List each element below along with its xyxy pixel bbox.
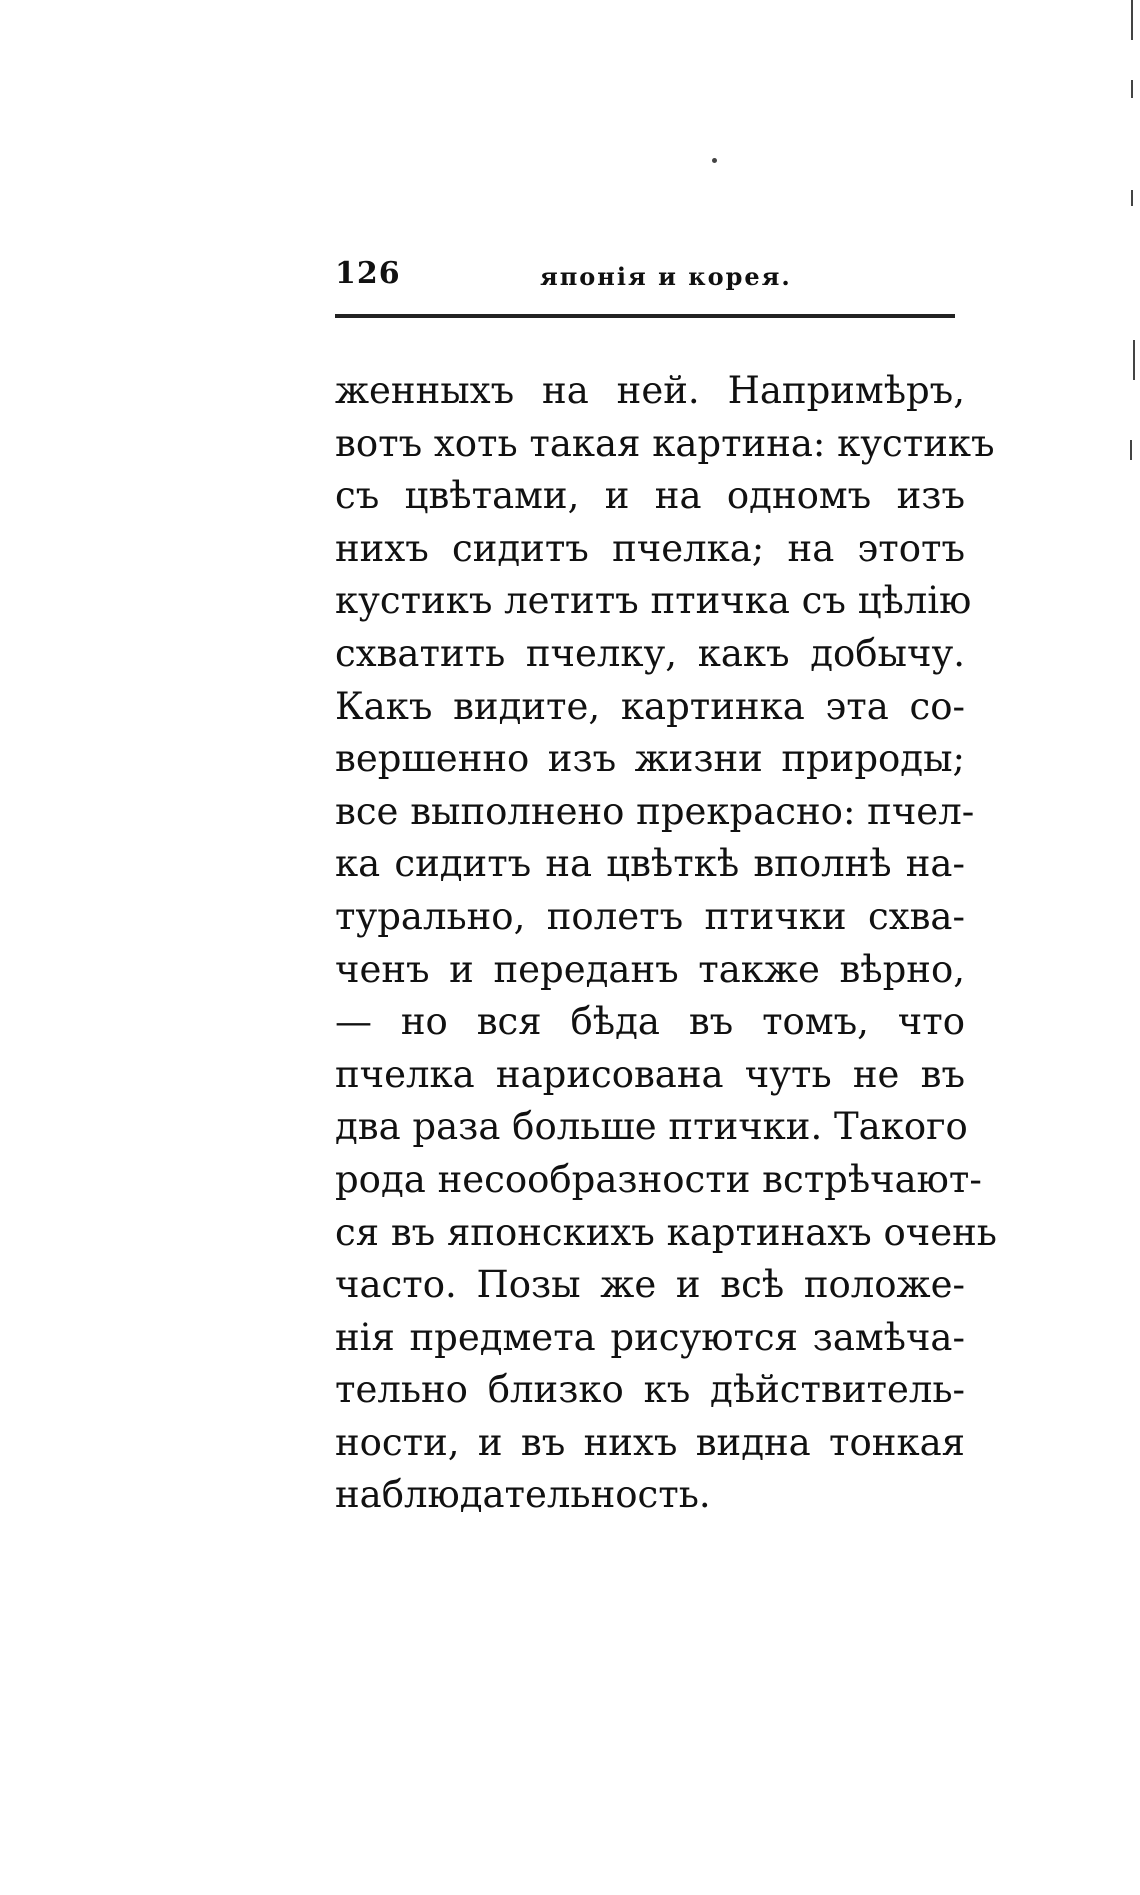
text-line: кустикъ летитъ птичка съ цѣлію xyxy=(335,579,972,623)
text-line: ченъ и переданъ также вѣрно, xyxy=(335,947,965,991)
text-line: ности, и въ нихъ видна тонкая xyxy=(335,1420,965,1464)
text-line: все выполнено прекрасно: пчел- xyxy=(335,789,975,833)
scan-edge-mark xyxy=(1131,190,1133,206)
text-line: часто. Позы же и всѣ положе- xyxy=(335,1263,965,1307)
text-line: вотъ хоть такая картина: кустикъ xyxy=(335,421,995,465)
text-line: Какъ видите, картинка эта со- xyxy=(335,684,965,728)
header-rule xyxy=(335,314,955,318)
text-line: ся въ японскихъ картинахъ очень xyxy=(335,1210,997,1254)
scan-edge-mark xyxy=(1133,340,1135,380)
text-line: — но вся бѣда въ томъ, что xyxy=(335,1000,965,1044)
text-line: нихъ сидитъ пчелка; на этотъ xyxy=(335,526,965,570)
text-line: рода несообразности встрѣчают- xyxy=(335,1157,982,1201)
page-number: 126 xyxy=(335,256,401,291)
text-line: пчелка нарисована чуть не въ xyxy=(335,1052,965,1096)
text-line: нія предмета рисуются замѣча- xyxy=(335,1315,965,1359)
text-line: схватить пчелку, какъ добычу. xyxy=(335,631,965,675)
text-line: два раза больше птички. Такого xyxy=(335,1105,968,1149)
scan-edge-mark xyxy=(1131,80,1133,98)
scan-edge-mark xyxy=(1130,440,1132,460)
text-line: вершенно изъ жизни природы; xyxy=(335,737,965,781)
scan-edge-mark xyxy=(1131,0,1133,40)
text-line-last: наблюдательность. xyxy=(335,1473,711,1517)
text-line: съ цвѣтами, и на одномъ изъ xyxy=(335,474,965,518)
text-line: турально, полетъ птички схва- xyxy=(335,894,965,938)
ink-speck xyxy=(712,158,717,163)
running-title: японія и корея. xyxy=(540,262,792,291)
text-line: тельно близко къ дѣйствитель- xyxy=(335,1368,965,1412)
text-line: женныхъ на ней. Напримѣръ, xyxy=(335,369,965,412)
body-text xyxy=(335,365,997,1522)
page-header xyxy=(335,250,955,300)
text-line: ка сидитъ на цвѣткѣ вполнѣ на- xyxy=(335,842,965,886)
